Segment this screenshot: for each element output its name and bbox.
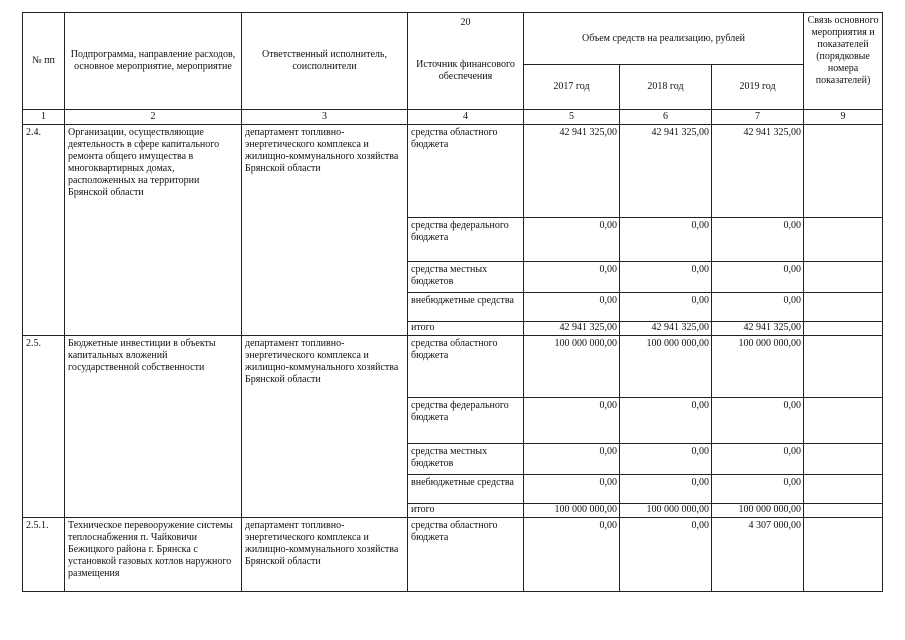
- source-label-total: итого: [408, 504, 524, 518]
- value-2019: 0,00: [712, 398, 804, 444]
- value-2019: 0,00: [712, 262, 804, 293]
- link-cell: [804, 218, 883, 262]
- header-volume: Объем средств на реализацию, рублей: [524, 13, 804, 65]
- source-label: внебюджетные средства: [408, 293, 524, 322]
- value-2018: 0,00: [620, 475, 712, 504]
- table-row: [23, 125, 883, 218]
- value-2018: 0,00: [620, 398, 712, 444]
- row-name: Техническое перевооружение системы теплоснабжения п. Чайковичи Бежицкого района г. Брянска с установкой газовых котлов наружного размещения: [65, 518, 242, 592]
- value-2018: 0,00: [620, 444, 712, 475]
- source-label: средства областного бюджета: [408, 518, 524, 592]
- link-cell: [804, 504, 883, 518]
- link-cell: [804, 518, 883, 592]
- value-2018-total: 100 000 000,00: [620, 504, 712, 518]
- table-row: [23, 336, 883, 398]
- value-2018: 0,00: [620, 262, 712, 293]
- link-cell: [804, 398, 883, 444]
- value-2017: 0,00: [524, 262, 620, 293]
- link-cell: [804, 293, 883, 322]
- row-executor: департамент топливно-энергетического комплекса и жилищно-коммунального хозяйства Брянской области: [242, 125, 408, 336]
- source-label: средства областного бюджета: [408, 336, 524, 398]
- row-number: 2.5.: [23, 336, 65, 518]
- row-number: 2.5.1.: [23, 518, 65, 592]
- header-2018: 2018 год: [620, 65, 712, 110]
- value-2017: 0,00: [524, 398, 620, 444]
- value-2017: 0,00: [524, 518, 620, 592]
- header-2017: 2017 год: [524, 65, 620, 110]
- document-page: [22, 12, 882, 608]
- link-cell: [804, 262, 883, 293]
- header-source: Источник финансового обеспечения: [416, 59, 515, 82]
- value-2019: 0,00: [712, 293, 804, 322]
- column-number: 6: [620, 110, 712, 125]
- value-2019: 42 941 325,00: [712, 125, 804, 218]
- value-2017: 0,00: [524, 444, 620, 475]
- link-cell: [804, 444, 883, 475]
- value-2018-total: 42 941 325,00: [620, 322, 712, 336]
- value-2018: 42 941 325,00: [620, 125, 712, 218]
- header-link: Связь основного мероприятия и показателей (порядковые номера показателей): [804, 13, 883, 110]
- source-label-total: итого: [408, 322, 524, 336]
- column-number: 9: [804, 110, 883, 125]
- header-executor: Ответственный исполнитель, соисполнители: [242, 13, 408, 110]
- value-2017: 0,00: [524, 475, 620, 504]
- value-2019: 0,00: [712, 444, 804, 475]
- row-number: 2.4.: [23, 125, 65, 336]
- value-2018: 100 000 000,00: [620, 336, 712, 398]
- column-number: 4: [408, 110, 524, 125]
- value-2017-total: 100 000 000,00: [524, 504, 620, 518]
- link-cell: [804, 322, 883, 336]
- header-source-cell: [408, 13, 524, 110]
- value-2017-total: 42 941 325,00: [524, 322, 620, 336]
- source-label: средства местных бюджетов: [408, 262, 524, 293]
- page-number: 20: [460, 17, 471, 28]
- source-label: внебюджетные средства: [408, 475, 524, 504]
- row-executor: департамент топливно-энергетического комплекса и жилищно-коммунального хозяйства Брянской области: [242, 518, 408, 592]
- column-number: 1: [23, 110, 65, 125]
- budget-table: [22, 12, 883, 592]
- header-2019: 2019 год: [712, 65, 804, 110]
- value-2019-total: 100 000 000,00: [712, 504, 804, 518]
- source-label: средства областного бюджета: [408, 125, 524, 218]
- value-2019-total: 42 941 325,00: [712, 322, 804, 336]
- table-row: [23, 518, 883, 592]
- value-2017: 42 941 325,00: [524, 125, 620, 218]
- source-label: средства местных бюджетов: [408, 444, 524, 475]
- column-number: 3: [242, 110, 408, 125]
- row-executor: департамент топливно-энергетического комплекса и жилищно-коммунального хозяйства Брянской области: [242, 336, 408, 518]
- row-name: Бюджетные инвестиции в объекты капитальных вложений государственной собственности: [65, 336, 242, 518]
- value-2018: 0,00: [620, 518, 712, 592]
- value-2019: 0,00: [712, 218, 804, 262]
- column-number-row: [23, 110, 883, 125]
- source-label: средства федерального бюджета: [408, 218, 524, 262]
- link-cell: [804, 475, 883, 504]
- value-2017: 0,00: [524, 218, 620, 262]
- column-number: 7: [712, 110, 804, 125]
- column-number: 2: [65, 110, 242, 125]
- value-2017: 0,00: [524, 293, 620, 322]
- value-2018: 0,00: [620, 293, 712, 322]
- column-number: 5: [524, 110, 620, 125]
- value-2019: 0,00: [712, 475, 804, 504]
- value-2019: 4 307 000,00: [712, 518, 804, 592]
- header-num: № пп: [23, 13, 65, 110]
- link-cell: [804, 336, 883, 398]
- value-2017: 100 000 000,00: [524, 336, 620, 398]
- header-program: Подпрограмма, направление расходов, основное мероприятие, мероприятие: [65, 13, 242, 110]
- value-2019: 100 000 000,00: [712, 336, 804, 398]
- source-label: средства федерального бюджета: [408, 398, 524, 444]
- row-name: Организации, осуществляющие деятельность в сфере капитального ремонта общего имущества в многоквартирных домах, расположенных на территории Брянской области: [65, 125, 242, 336]
- value-2018: 0,00: [620, 218, 712, 262]
- link-cell: [804, 125, 883, 218]
